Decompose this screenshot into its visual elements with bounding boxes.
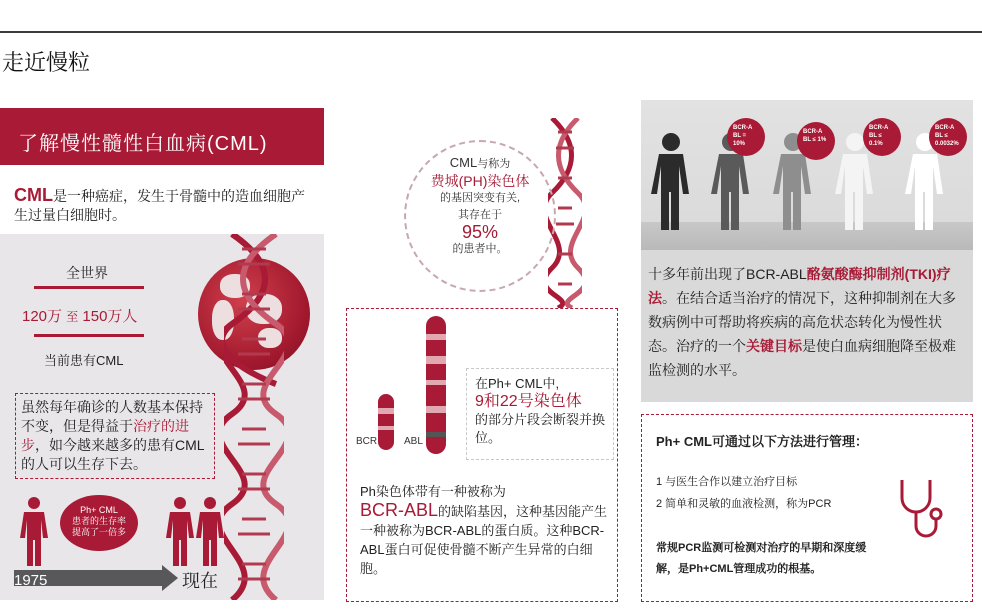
person-icon (16, 496, 52, 568)
bcr-label: BCR (356, 436, 378, 447)
two-people-icon (164, 496, 228, 568)
chromosome-note (466, 368, 614, 460)
abl-label: ABL (404, 436, 423, 447)
cml-definition (14, 186, 314, 225)
survival-note (15, 393, 215, 479)
range-to: 至 (66, 310, 79, 324)
bubble-line: 提高了一倍多 (71, 527, 126, 537)
bcr-abl-marker: BCR-A BL ≤ 0.1% (863, 118, 901, 156)
timeline-arrow-icon (162, 565, 178, 591)
circle-text: 的基因突变有关, (439, 192, 521, 204)
chromosome-icon (372, 316, 452, 456)
para-highlight: 关键目标 (746, 338, 802, 354)
left-infographic-panel (0, 108, 324, 600)
para-text: 十多年前出现了BCR-ABL (648, 266, 807, 282)
page-title: 走近慢粒 (2, 50, 91, 75)
circle-cml: CML (449, 155, 478, 170)
circle-percent: 95% (461, 222, 499, 242)
bcr-abl-marker: BCR-A BL ≤ 1% (797, 122, 835, 160)
body-figures-icon (641, 100, 973, 250)
worldwide-label: 全世界 (66, 265, 108, 281)
management-item: 1 与医生合作以建立治疗目标 (656, 476, 798, 488)
bcr-abl-marker: BCR-A BL ≤ 0.0032% (929, 118, 967, 156)
note-highlight: 治疗的进步 (21, 418, 189, 453)
bcr-abl-marker: BCR-A BL = 10% (727, 118, 765, 156)
survival-bubble (60, 495, 138, 551)
cml-term: CML (14, 185, 53, 205)
range-high: 150万人 (82, 308, 138, 325)
divider-line (34, 286, 144, 289)
bcr-abl-text: Ph染色体带有一种被称为 (360, 484, 506, 499)
bcr-abl-text: 的缺陷基因，这种基因能产生一种被称为BCR-ABL的蛋白质。这种BCR-ABL蛋白可促使骨髓不断产生异常的白细胞。 (360, 504, 608, 576)
chrom-note-line: 的部分片段会断裂并换位。 (475, 412, 606, 445)
note-text: 虽然每年确诊的人数基本保持不变，但是得益于 (21, 399, 203, 434)
para-text: 是使白血病细胞降至极难监检测的水平。 (648, 338, 956, 378)
bcr-abl-description (360, 482, 614, 578)
timeline-start-year: 1975 (14, 572, 48, 589)
para-highlight: 酪氨酸酶抑制剂(TKI)疗法 (648, 266, 951, 306)
bcr-abl-term: BCR-ABL (360, 500, 439, 520)
note-text-end: ，如今越来越多的患有CML的人可以生存下去。 (21, 437, 205, 472)
chrom-note-highlight: 9和22号染色体 (475, 393, 582, 410)
circle-ph: 费城(PH)染色体 (430, 173, 530, 189)
cml-definition-text: 是一种癌症，发生于骨髓中的造血细胞产生过量白细胞时。 (14, 188, 305, 223)
management-title: Ph+ CML可通过以下方法进行管理： (656, 434, 868, 449)
management-closing: 常规PCR监测可检测对治疗的早期和深度缓解，是Ph+CML管理成功的根基。 (656, 542, 867, 575)
patient-range (22, 305, 137, 326)
range-low: 120万 (22, 308, 63, 325)
chrom-note-line: 在Ph+ CML中, (475, 376, 560, 391)
circle-text: 与称为 (477, 158, 511, 170)
ph-chromosome-circle (404, 140, 556, 292)
tki-therapy-paragraph (648, 262, 966, 382)
circle-text: 其存在于 (458, 209, 502, 221)
stethoscope-icon (890, 476, 950, 546)
bubble-line: Ph+ CML (80, 505, 118, 515)
dna-helix-icon (224, 234, 284, 600)
circle-text: 的患者中。 (452, 243, 508, 255)
bubble-line: 患者的生存率 (71, 516, 126, 526)
current-patients-label: 当前患有CML (44, 353, 124, 368)
left-panel-header: 了解慢性髓性白血病(CML) (0, 108, 324, 165)
divider-line (34, 334, 144, 337)
para-text: 。在结合适当治疗的情况下，这种抑制剂在大多数病例中可帮助将疾病的高危状态转化为慢性状态。治疗的一个 (648, 290, 956, 354)
management-item: 2 简单和灵敏的血液检测，称为PCR (656, 498, 832, 510)
top-rule (0, 31, 982, 33)
timeline-now-label: 现在 (182, 571, 218, 591)
